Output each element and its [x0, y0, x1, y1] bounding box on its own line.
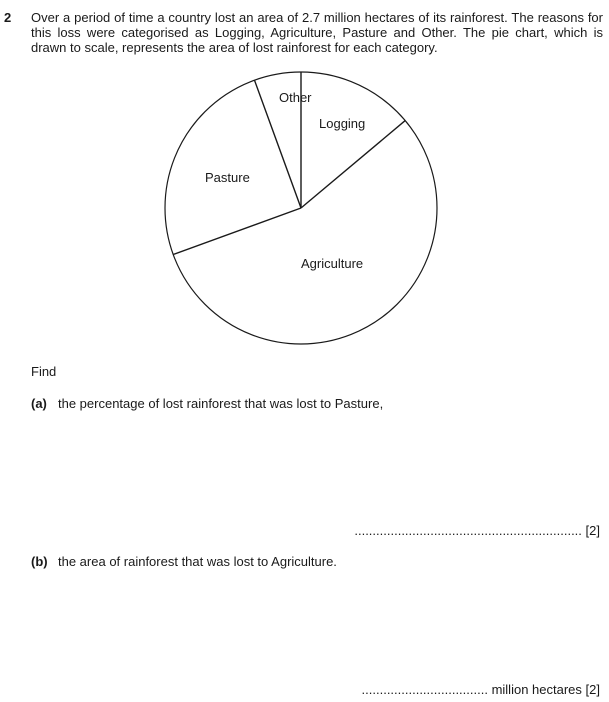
pie-label-pasture: Pasture: [205, 170, 250, 185]
part-b-unit: million hectares: [491, 682, 582, 697]
pie-label-other: Other: [279, 90, 312, 105]
part-a-marks: [2]: [585, 523, 600, 538]
part-b: [31, 554, 337, 569]
question-number: 2: [4, 10, 12, 25]
part-a-text: the percentage of lost rainforest that was lost to Pasture,: [58, 396, 384, 411]
part-a-answer-line[interactable]: [354, 523, 600, 538]
find-label: Find: [31, 364, 57, 379]
part-b-answer-dots: ...................................: [361, 682, 488, 697]
part-a-label: (a): [31, 396, 47, 411]
part-a-answer-dots: ...............................................................: [354, 523, 582, 538]
part-a: [31, 396, 383, 411]
pie-label-logging: Logging: [319, 116, 366, 131]
part-b-answer-line[interactable]: [362, 682, 600, 697]
question-intro-text: Over a period of time a country lost an area of 2.7 million hectares of its rainforest. The reasons for this loss were categorised as Logging, Agriculture, Pasture and Other. The pie chart, which is drawn to scale, represents the area of lost rainforest for each category.: [31, 10, 603, 55]
pie-chart: [140, 60, 460, 360]
pie-slice-boundary-agriculture: [301, 121, 405, 208]
pie-slice-boundary-pasture: [173, 208, 301, 255]
part-b-text: the area of rainforest that was lost to Agriculture.: [58, 554, 337, 569]
part-b-label: (b): [31, 554, 48, 569]
part-b-marks: [2]: [585, 682, 600, 697]
pie-label-agriculture: Agriculture: [301, 256, 364, 271]
